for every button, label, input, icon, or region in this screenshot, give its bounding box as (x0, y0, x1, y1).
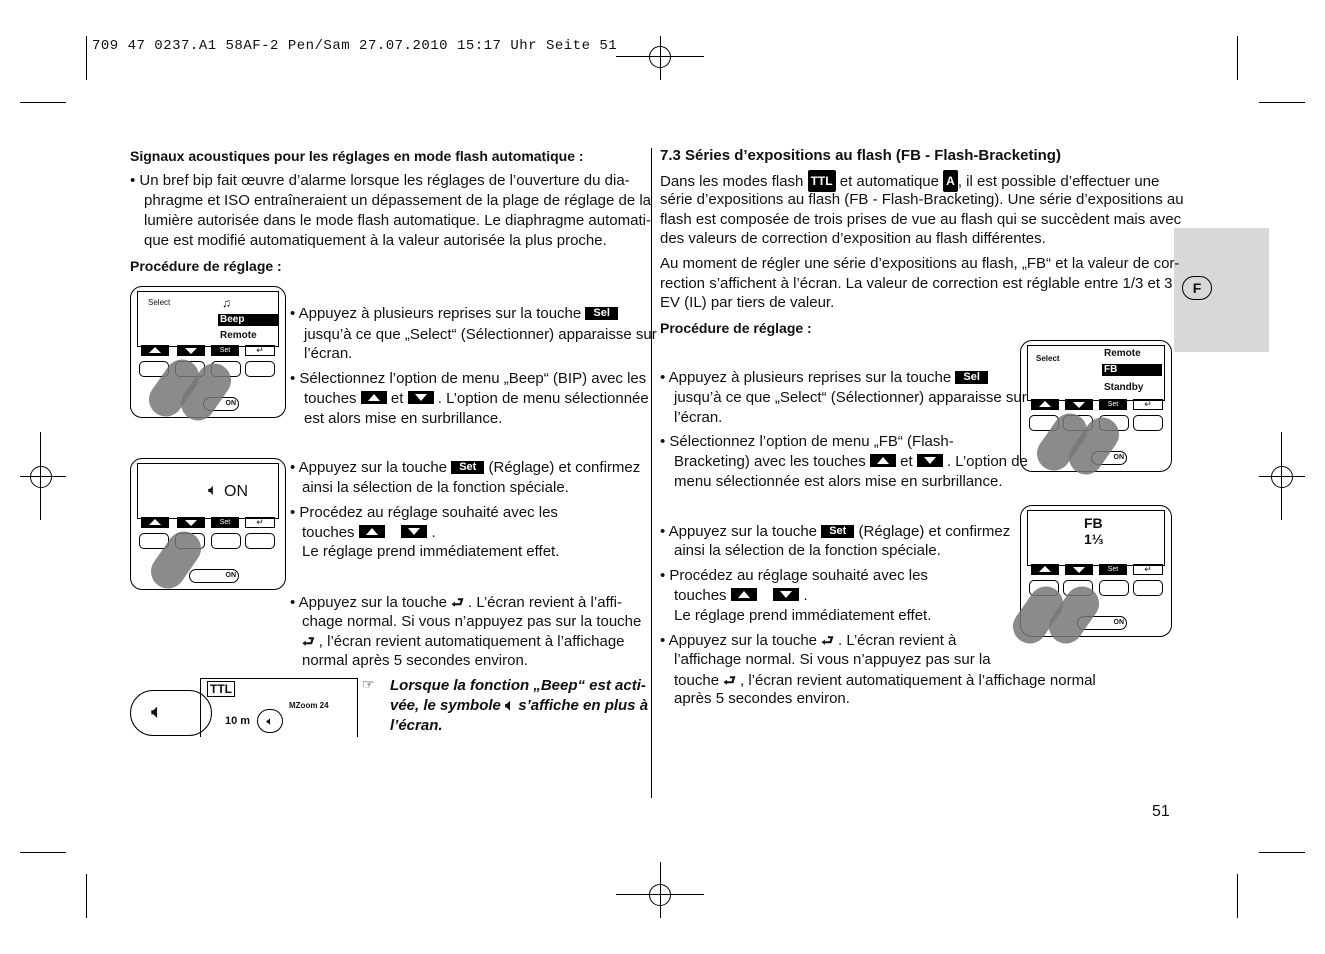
distance-indicator: 10 m (225, 715, 251, 727)
up-key-label (141, 345, 169, 356)
section-heading: Signaux acoustiques pour les réglages en mode flash automatique : (130, 148, 584, 164)
down-arrow-key-icon (408, 391, 434, 404)
up-arrow-key-icon (870, 454, 896, 467)
crop-mark (1237, 36, 1238, 80)
set-key-icon: Set (451, 461, 484, 474)
return-key-icon: ⮐ (723, 672, 736, 688)
crop-mark (1259, 102, 1305, 103)
auto-mode-icon: A (943, 170, 958, 192)
step-text: chage normal. Si vous n’appuyez pas sur la touche (302, 613, 642, 630)
paragraph-line: Au moment de régler une série d’expositions au flash, „FB“ et la valeur de cor- (660, 255, 1180, 272)
intro-line: • Un bref bip fait œuvre d’alarme lorsque les réglages de l’ouverture du dia- (130, 172, 630, 189)
up-key-label (1031, 399, 1059, 410)
step-text: • Appuyez sur la touche ⮐ . L’écran revient à (660, 632, 957, 649)
paragraph-line: série d’expositions au flash (FB - Flash-Bracketing). Une série d’expositions au (660, 191, 1184, 208)
registration-mark (649, 884, 671, 906)
column-divider (651, 148, 652, 798)
zoom-indicator: MZoom 24 (289, 701, 329, 710)
step-text: Bracketing) avec les touches et . L’option de (674, 453, 1028, 470)
return-button[interactable] (245, 533, 275, 549)
set-button[interactable] (1099, 580, 1129, 596)
up-arrow-key-icon (731, 588, 757, 601)
on-switch[interactable]: ON (1077, 616, 1127, 630)
up-key-label (141, 517, 169, 528)
note-text: l’écran. (390, 717, 443, 734)
flash-unit-fb-value (1020, 505, 1172, 637)
step-text: • Procédez au réglage souhaité avec les (660, 567, 928, 584)
sel-key-icon: Sel (955, 371, 988, 384)
speaker-icon: 🔈︎ (505, 697, 515, 714)
step-text: après 5 secondes environ. (674, 690, 850, 707)
procedure-heading: Procédure de réglage : (130, 258, 282, 274)
step-text: ainsi la sélection de la fonction spéciale. (674, 542, 941, 559)
ttl-mode-indicator: TTL (207, 681, 235, 697)
crop-mark (20, 852, 66, 853)
step-text: • Sélectionnez l’option de menu „Beep“ (BIP) avec les (290, 370, 647, 387)
step-text: menu sélectionnée est alors mise en surbrillance. (674, 473, 1003, 490)
down-arrow-key-icon (917, 454, 943, 467)
up-arrow-key-icon (359, 525, 385, 538)
step-text: jusqu’à ce que „Select“ (Sélectionner) apparaisse sur (674, 389, 1027, 406)
step-text: jusqu’à ce que „Select“ (Sélectionner) apparaisse sur (304, 326, 657, 343)
step-text: l’écran. (304, 345, 353, 362)
step-text: normal après 5 secondes environ. (302, 652, 528, 669)
set-key-label: Set (1099, 564, 1127, 575)
beep-symbol-icon: ♫ (222, 296, 231, 310)
step-text: l’écran. (674, 409, 723, 426)
return-key-icon: ⮐ (302, 633, 315, 649)
down-key-label (177, 345, 205, 356)
ttl-mode-icon: TTL (808, 170, 836, 192)
note-hand-icon: ☞ (362, 676, 375, 692)
set-key-label: Set (211, 345, 239, 356)
registration-mark (30, 466, 52, 488)
down-key-label (1065, 399, 1093, 410)
step-text: touches . (674, 587, 808, 604)
on-switch[interactable]: ON (1091, 451, 1127, 465)
paragraph-line: rection s’affichent à l’écran. La valeur de correction est réglable entre 1/3 et 3 (660, 275, 1173, 292)
speaker-icon: 🔈︎ (208, 482, 218, 499)
section-heading: 7.3 Séries d’expositions au flash (FB - Flash-Bracketing) (660, 147, 1061, 164)
return-key-label: ↵ (245, 345, 275, 356)
step-text: • Appuyez sur la touche Set (Réglage) et confirmez (290, 459, 641, 476)
return-button[interactable] (1133, 580, 1163, 596)
step-text: est alors mise en surbrillance. (304, 410, 503, 427)
fb-correction-value: 1⅓ (1084, 531, 1104, 547)
crop-mark (1259, 476, 1305, 477)
crop-mark (86, 36, 87, 80)
step-text: • Sélectionnez l’option de menu „FB“ (Flash- (660, 433, 954, 450)
crop-mark (616, 56, 704, 57)
menu-item-beep-highlighted: Beep (218, 314, 278, 326)
crop-mark (616, 894, 704, 895)
return-key-label: ↵ (1133, 564, 1163, 575)
paragraph-line: Dans les modes flash TTL et automatique A , il est possible d’effectuer une (660, 170, 1159, 192)
menu-item-remote: Remote (1104, 348, 1141, 359)
return-key-icon: ⮐ (451, 594, 464, 610)
down-arrow-key-icon (401, 525, 427, 538)
down-arrow-key-icon (773, 588, 799, 601)
return-key-icon: ⮐ (821, 632, 834, 648)
on-switch[interactable]: ON (203, 397, 239, 411)
sel-key-icon: Sel (585, 307, 618, 320)
menu-item-fb-highlighted: FB (1102, 364, 1162, 376)
note-text: vée, le symbole 🔈︎ s’affiche en plus à (390, 697, 649, 714)
return-button[interactable] (1133, 415, 1163, 431)
fb-label: FB (1084, 515, 1103, 531)
registration-mark (649, 46, 671, 68)
step-text: • Procédez au réglage souhaité avec les (290, 504, 558, 521)
language-tab-letter: F (1182, 276, 1212, 300)
menu-item-standby: Standby (1104, 382, 1144, 393)
select-label: Select (1036, 354, 1060, 363)
menu-item-remote: Remote (220, 330, 257, 341)
page-number: 51 (1152, 803, 1170, 820)
step-text: Le réglage prend immédiatement effet. (674, 607, 932, 624)
return-button[interactable] (245, 361, 275, 377)
procedure-heading: Procédure de réglage : (660, 320, 812, 336)
speaker-icon: 🔈︎ (151, 701, 163, 723)
up-arrow-key-icon (361, 391, 387, 404)
set-key-icon: Set (821, 525, 854, 538)
display-excerpt (200, 678, 358, 737)
crop-mark (86, 874, 87, 918)
return-key-label: ↵ (245, 517, 275, 528)
flash-unit-menu-fb (1020, 340, 1172, 472)
down-key-label (1065, 564, 1093, 575)
intro-line: lumière autorisée dans le mode flash automatique. Le diaphragme automati- (144, 212, 651, 229)
step-text: • Appuyez sur la touche ⮐ . L’écran revient à l’affi- (290, 594, 622, 611)
set-button[interactable] (211, 533, 241, 549)
crop-mark (1237, 874, 1238, 918)
crop-mark (20, 102, 66, 103)
note-text: Lorsque la fonction „Beep“ est acti- (390, 677, 646, 694)
intro-line: phragme et ISO entraîneraient un dépassement de la plage de réglage de la (144, 192, 652, 209)
paragraph-line: des valeurs de correction d’exposition au flash différentes. (660, 230, 1046, 247)
step-text: touches et . L’option de menu sélectionnée (304, 390, 649, 407)
step-text: • Appuyez à plusieurs reprises sur la touche Sel (660, 368, 988, 388)
select-label: Select (148, 298, 171, 307)
step-text: • Appuyez à plusieurs reprises sur la touche Sel (290, 304, 618, 324)
step-text: ainsi la sélection de la fonction spéciale. (302, 479, 569, 496)
speaker-icon: 🔈︎ (257, 709, 283, 733)
step-text: ⮐ , l’écran revient automatiquement à l’affichage (302, 633, 625, 650)
paragraph-line: EV (IL) par tiers de valeur. (660, 294, 835, 311)
step-text: • Appuyez sur la touche Set (Réglage) et confirmez (660, 523, 1011, 540)
intro-line: que est modifié automatiquement à la valeur autorisée la plus proche. (144, 232, 607, 249)
up-key-label (1031, 564, 1059, 575)
flash-unit-beep-on (130, 458, 286, 590)
step-text: Le réglage prend immédiatement effet. (302, 543, 560, 560)
crop-mark (20, 476, 66, 477)
step-text: touches . (302, 524, 436, 541)
step-text: l’affichage normal. Si vous n’appuyez pas sur la (674, 651, 991, 668)
set-key-label: Set (211, 517, 239, 528)
print-header: 709 47 0237.A1 58AF-2 Pen/Sam 27.07.2010 15:17 Uhr Seite 51 (92, 38, 618, 54)
paragraph-line: flash est composée de trois prises de vue au flash qui se succèdent mais avec (660, 211, 1182, 228)
flash-unit-menu-beep (130, 286, 286, 418)
registration-mark (1271, 466, 1293, 488)
return-key-label: ↵ (1133, 399, 1163, 410)
down-key-label (177, 517, 205, 528)
beep-value: ON (224, 483, 248, 500)
set-key-label: Set (1099, 399, 1127, 410)
step-text: touche ⮐ , l’écran revient automatiquement à l’affichage normal (674, 672, 1096, 689)
on-switch[interactable]: ON (189, 569, 239, 583)
crop-mark (1259, 852, 1305, 853)
